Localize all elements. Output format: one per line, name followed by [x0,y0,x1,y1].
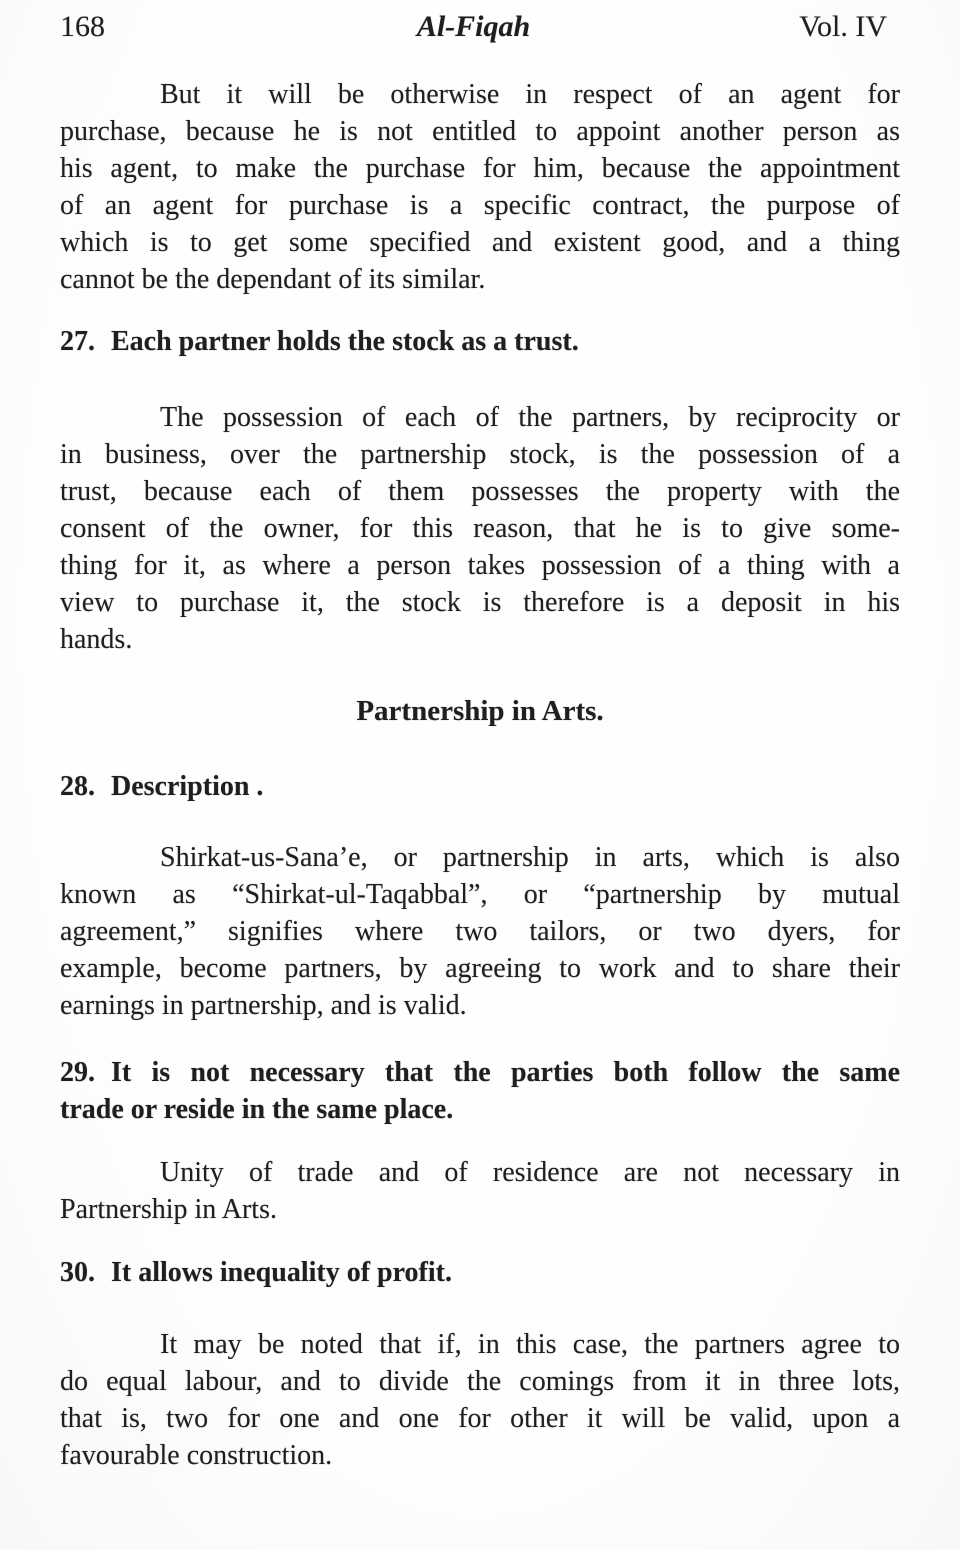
section-title: Each partner holds the stock as a trust. [111,326,579,357]
page-body [0,76,960,1474]
text-line: of an agent for purchase is a specific contract, the purpose of [60,190,900,221]
text-line: The possession of each of the partners, by reciprocity or [160,402,900,433]
section-title: It allows inequality of profit. [111,1257,452,1288]
text-line: do equal labour, and to divide the comings from it in three lots, [60,1366,900,1397]
text-line: favourable construction. [60,1440,333,1471]
volume-label: Vol. IV [799,10,887,43]
paragraph-shirkat-description [60,839,900,1024]
text-line: view to purchase it, the stock is therefore is a deposit in his [60,587,900,618]
text-line: Shirkat-us-Sana’e, or partnership in arts, which is also [160,842,900,873]
text-line: But it will be otherwise in respect of an agent for [160,79,900,110]
section-number: 29. [60,1057,95,1088]
section-heading-28 [60,768,900,805]
page-header [0,0,960,44]
text-line: known as “Shirkat-ul-Taqabbal”, or “partnership by mutual [60,879,900,910]
text-line: Partnership in Arts. [60,1194,277,1225]
text-line: hands. [60,624,133,655]
text-line: thing for it, as where a person takes possession of a thing with a [60,550,900,581]
text-line: earnings in partnership, and is valid. [60,990,467,1021]
section-number: 27. [60,326,95,357]
text-line: his agent, to make the purchase for him, because the appointment [60,153,900,184]
heading-line: trade or reside in the same place. [60,1094,454,1125]
section-title: Description . [111,771,264,802]
page-number: 168 [60,10,105,43]
text-line: that is, two for one and one for other it will be valid, upon a [60,1403,900,1434]
chapter-heading-partnership-in-arts: Partnership in Arts. [356,695,604,727]
text-line: example, become partners, by agreeing to work and to share their [60,953,900,984]
section-title: It is not necessary that the parties both follow the same [111,1057,900,1088]
section-heading-29 [60,1054,900,1128]
heading-line [60,1054,900,1091]
section-number: 30. [60,1257,95,1288]
text-line: Unity of trade and of residence are not necessary in [160,1157,900,1188]
text-line: purchase, because he is not entitled to appoint another person as [60,116,900,147]
section-heading-30 [60,1254,900,1291]
text-line: cannot be the dependant of its similar. [60,264,486,295]
text-line: in business, over the partnership stock, is the possession of a [60,439,900,470]
text-line: consent of the owner, for this reason, that he is to give some- [60,513,900,544]
text-line: agreement,” signifies where two tailors, or two dyers, for [60,916,900,947]
section-heading-27 [60,323,900,360]
section-number: 28. [60,771,95,802]
text-line: trust, because each of them possesses the property with the [60,476,900,507]
book-title: Al-Fiqah [416,10,531,43]
paragraph-unity-of-trade [60,1154,900,1228]
paragraph-possession-as-trust [60,399,900,658]
text-line: which is to get some specified and existent good, and a thing [60,227,900,258]
paragraph-agent-for-purchase [60,76,900,298]
paragraph-inequality-of-profit [60,1326,900,1474]
text-line: It may be noted that if, in this case, the partners agree to [160,1329,900,1360]
